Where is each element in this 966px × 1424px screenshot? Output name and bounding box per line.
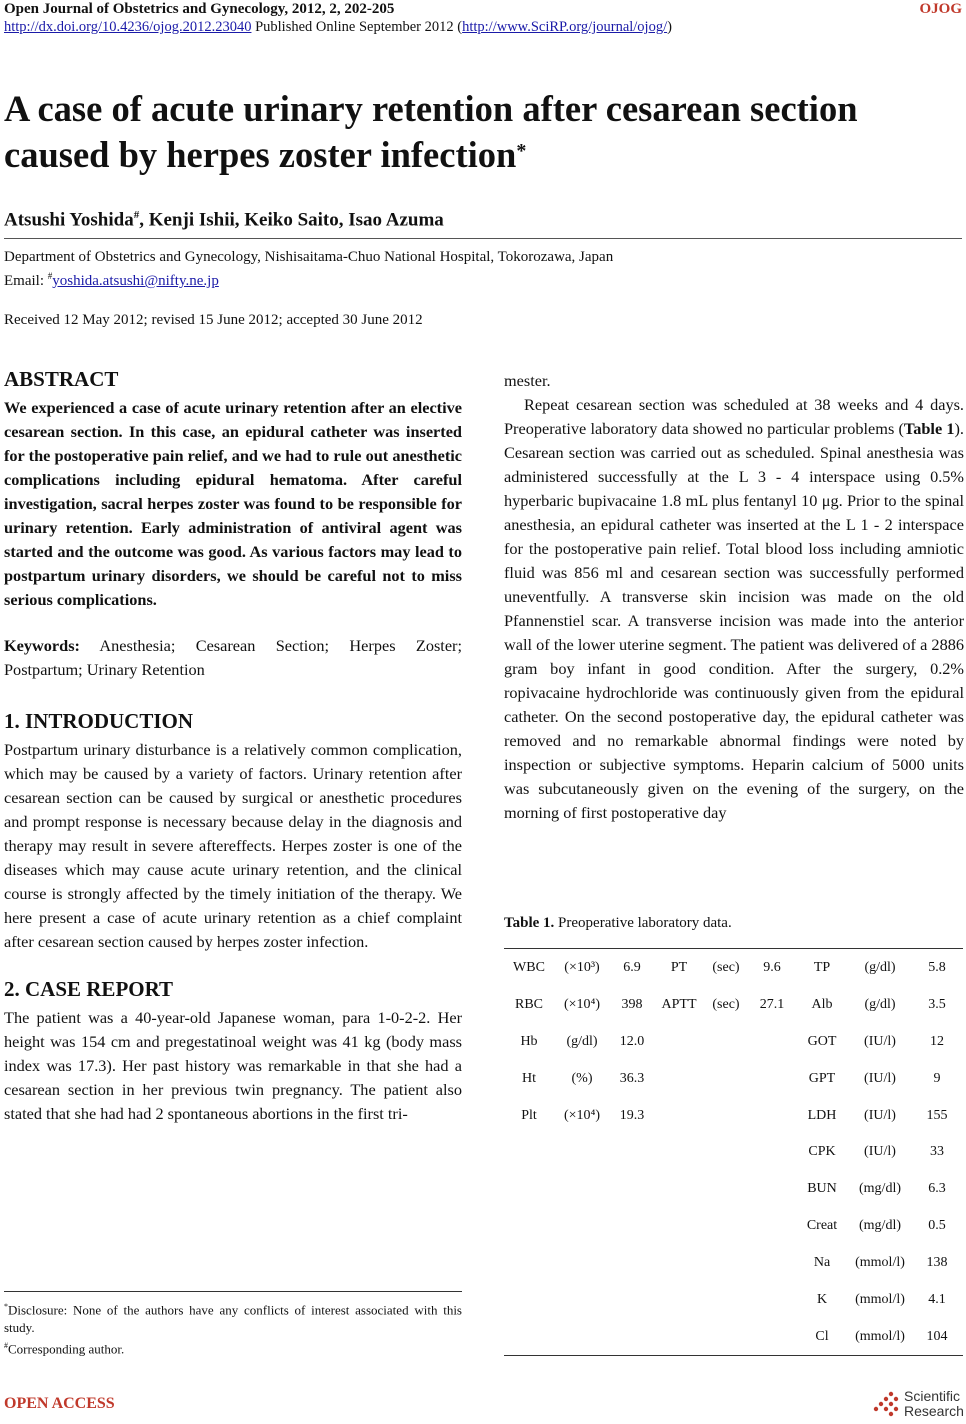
table-ref: Table 1 (903, 419, 955, 438)
table-cell-analyte: BUN (807, 1181, 837, 1197)
publisher-logo (872, 1389, 966, 1423)
author-rule (4, 238, 962, 239)
table-cell-unit: (IU/l) (864, 1033, 896, 1049)
p2-part-a: Repeat cesarean section was scheduled at 38 weeks and 4 days. Preoperative laboratory data showed no particular problems ( (504, 395, 964, 438)
table-cell-unit: (%) (571, 1070, 593, 1086)
table-cell-unit: (×10⁴) (563, 996, 601, 1012)
keywords-label: Keywords: (4, 636, 80, 655)
table-cell-unit: (g/dl) (566, 1033, 598, 1049)
table-cell-analyte: GPT (808, 1070, 836, 1086)
table-cell-unit: (mmol/l) (855, 1292, 905, 1308)
table-cell-value: 19.3 (619, 1107, 645, 1123)
title-footnote-mark: * (516, 140, 527, 162)
table-cell-value: 9 (933, 1070, 941, 1086)
table-cell-value: 9.6 (763, 960, 781, 975)
table-bottom-rule (504, 1355, 963, 1356)
title-text: A case of acute urinary retention after cesarean section caused by herpes zoster infection (4, 88, 858, 175)
abstract-heading: ABSTRACT (4, 367, 119, 391)
footnote-corresponding-text: Corresponding author. (8, 1341, 125, 1357)
intro-heading: 1. INTRODUCTION (4, 709, 194, 733)
table-cell-analyte: K (816, 1292, 828, 1308)
paper-title (4, 86, 954, 178)
doi-link[interactable]: http://dx.doi.org/10.4236/ojog.2012.23040 (4, 19, 252, 35)
table-cell-unit: (×10³) (564, 960, 600, 975)
footnote-rule (4, 1291, 462, 1292)
table-caption-text: Preoperative laboratory data. (554, 915, 732, 931)
footnotes (4, 1298, 462, 1359)
abstract-text: We experienced a case of acute urinary retention after an elective cesarean section. In this case, an epidural catheter was inserted for the postoperative pain relief, and we had to rule out anesthetic complications including epidural hematoma. After careful investigation, sacral herpes zoster was found to be responsible for urinary retention. Early administration of antiviral agent was started and the outcome was good. As various factors may lead to postpartum urinary disorders, we should be careful not to miss serious complications. (4, 398, 462, 609)
first-author: Atsushi Yoshida (4, 209, 134, 231)
p2-part-b: ). Cesarean section was carried out as scheduled. Spinal anesthesia was administered successfully at the L 3 - 4 interspace using 0.5% hyperbaric bupivacaine 1.8 mL plus fentanyl 10 μg. Prior to the spinal anesthesia, an epidural catheter was inserted at the L 1 - 2 interspace for the postoperative pain relief. Total blood loss including amniotic fluid was 856 ml and cesarean section was successfully performed uneventfully. A transverse skin incision was made on the old Pfannenstiel scar. A transverse incision was made into the anterior wall of the lower uterine segment. The patient was delivered of a 2886 gram boy infant in good condition. After the surgery, 0.2% ropivacaine hydrochloride was continuously given from the epidural catheter. On the second postoperative day, the epidural catheter was removed and no remarkable abnormal findings were noted by inspection or subjective symptoms. Heparin calcium of 5000 units was subcutaneously given on the evening of the surgery, on the morning of first postoperative day (504, 419, 964, 822)
table-cell-unit: (g/dl) (864, 960, 896, 975)
table-cell-value: 27.1 (759, 996, 785, 1012)
journal-url-link[interactable]: http://www.SciRP.org/journal/ojog/ (462, 19, 668, 35)
table-cell-value: 4.1 (928, 1292, 946, 1308)
case-text: The patient was a 40-year-old Japanese woman, para 1-0-2-2. Her height was 154 cm and pregestatinoal weight was 41 kg (body mass index was 17.3). Her past history was remarkable in that she had a cesarean section in her previous twin pregnancy. The patient also stated that she had had 2 spontaneous abortions in the first tri- (4, 1008, 462, 1123)
table-cell-analyte: Cl (815, 1328, 829, 1344)
table-cell-value: 6.3 (928, 1181, 946, 1197)
table-row (504, 1319, 963, 1356)
keywords-text: Anesthesia; Cesarean Section; Herpes Zoster; Postpartum; Urinary Retention (4, 636, 462, 679)
table-cell-value: 33 (930, 1144, 944, 1160)
email-line (4, 271, 219, 290)
open-access-label: OPEN ACCESS (4, 1395, 115, 1412)
table-cell-value: 6.9 (623, 960, 641, 975)
case-heading: 2. CASE REPORT (4, 977, 174, 1001)
keywords (4, 634, 462, 682)
published-text: Published Online September 2012 ( (251, 19, 463, 35)
table-cell-unit: (sec) (712, 960, 740, 975)
table-cell-unit: (sec) (712, 996, 740, 1012)
table-cell-unit: (mmol/l) (855, 1255, 905, 1271)
table-cell-analyte: PT (670, 960, 688, 975)
intro-text: Postpartum urinary disturbance is a relatively common complication, which may be caused by a variety of factors. Urinary retention after cesarean section can be caused by surgical or anesthetic procedures and prompt response is necessary because delay in the diagnosis and therapy may result in severe aftereffects. Herpes zoster is one of the diseases which may cause acute urinary retention, and the clinical course is strongly affected by the timely initiation of the therapy. We here present a case of acute urinary retention as a chief complaint after cesarean section caused by herpes zoster infection. (4, 740, 462, 951)
table-cell-value: 5.8 (928, 960, 946, 975)
table-cell-value: 155 (926, 1107, 948, 1123)
table-cell-value: 398 (621, 996, 643, 1012)
table-cell-unit: (mg/dl) (859, 1218, 901, 1234)
table-cell-analyte: Na (813, 1255, 831, 1271)
table-cell-analyte: Ht (522, 1070, 536, 1086)
table-cell-analyte: TP (813, 960, 831, 975)
table-cell-analyte: LDH (807, 1107, 837, 1123)
footnote-corresponding (4, 1337, 462, 1358)
corresponding-mark: # (133, 209, 140, 221)
table-cell-value: 12.0 (619, 1033, 645, 1049)
table-cell-analyte: Hb (520, 1033, 538, 1049)
lab-data-table (504, 950, 963, 1356)
table-cell-value: 104 (926, 1328, 948, 1344)
table-cell-analyte: APTT (661, 996, 697, 1012)
table-caption-label: Table 1. (504, 915, 555, 931)
table-cell-unit: (IU/l) (864, 1070, 896, 1086)
table-cell-unit: (g/dl) (864, 996, 896, 1012)
table-row (504, 1098, 963, 1135)
email-link[interactable]: yoshida.atsushi@nifty.ne.jp (52, 273, 219, 289)
table-cell-analyte: Plt (521, 1107, 537, 1123)
affiliation: Department of Obstetrics and Gynecology, Nishisaitama-Chuo National Hospital, Tokorozawa, Japan (4, 249, 614, 265)
table-row (504, 1245, 963, 1282)
journal-code: OJOG (919, 1, 962, 17)
page-header (4, 0, 962, 38)
email-label: Email: (4, 273, 48, 289)
table-cell-analyte: Creat (806, 1218, 838, 1234)
table-cell-unit: (IU/l) (864, 1107, 896, 1123)
table-row (504, 987, 963, 1024)
case-paragraph-2 (504, 393, 964, 825)
table-cell-analyte: Alb (811, 996, 833, 1012)
table-cell-unit: (IU/l) (864, 1144, 896, 1160)
other-authors: , Kenji Ishii, Keiko Saito, Isao Azuma (139, 209, 444, 231)
table-cell-analyte: CPK (808, 1144, 836, 1160)
footnote-mark-2: # (4, 1341, 8, 1351)
logo-line-2: Research (904, 1403, 964, 1419)
table-cell-value: 12 (930, 1033, 944, 1049)
table-cell-value: 138 (926, 1255, 948, 1271)
footnote-disclosure-text: Disclosure: None of the authors have any conflicts of interest associated with this study. (4, 1302, 462, 1336)
table-row (504, 1282, 963, 1319)
table-row (504, 1134, 963, 1171)
left-column (4, 366, 462, 1126)
table-row (504, 1208, 963, 1245)
table-cell-analyte: RBC (514, 996, 544, 1012)
table-caption (504, 915, 732, 932)
table-cell-value: 0.5 (928, 1218, 946, 1234)
author-list (4, 209, 444, 231)
table-row (504, 1171, 963, 1208)
received-dates: Received 12 May 2012; revised 15 June 2012; accepted 30 June 2012 (4, 312, 423, 328)
table-row (504, 1061, 963, 1098)
table-top-rule (504, 948, 963, 949)
table-cell-unit: (×10⁴) (563, 1107, 601, 1123)
footnote-disclosure (4, 1298, 462, 1337)
table-cell-value: 3.5 (928, 996, 946, 1012)
table-row (504, 950, 963, 987)
table-cell-analyte: GOT (807, 1033, 837, 1049)
table-cell-unit: (mg/dl) (859, 1181, 901, 1197)
table-cell-value: 36.3 (619, 1070, 645, 1086)
email-mark: # (47, 271, 53, 281)
doi-line (4, 19, 672, 36)
scirp-logo-icon (872, 1389, 902, 1419)
paren-close: ) (667, 19, 672, 35)
table-cell-analyte: WBC (513, 960, 545, 975)
publisher-name (904, 1389, 964, 1419)
logo-line-1: Scientific (904, 1388, 961, 1404)
table-row (504, 1024, 963, 1061)
journal-citation: Open Journal of Obstetrics and Gynecology, 2012, 2, 202-205 (4, 1, 395, 17)
case-continuation: mester. (504, 371, 551, 390)
table-cell-unit: (mmol/l) (855, 1328, 905, 1344)
right-column (504, 369, 964, 825)
footnote-mark-1: * (4, 1302, 8, 1311)
